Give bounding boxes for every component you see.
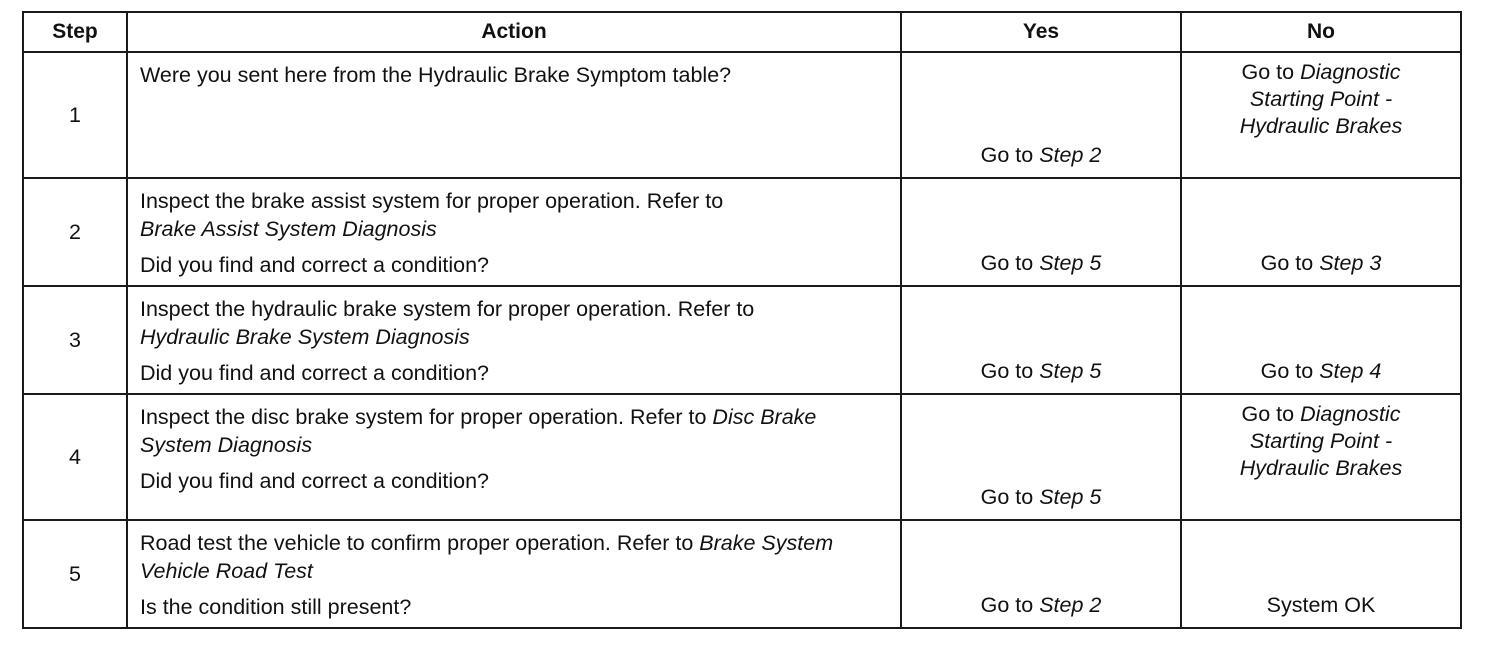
table-row <box>23 394 1461 520</box>
yes-cell <box>901 394 1181 520</box>
yes-step-link[interactable]: Step 2 <box>1039 593 1102 617</box>
no-prefix: Go to <box>1241 60 1301 84</box>
yes-cell <box>901 520 1181 628</box>
header-no: No <box>1181 12 1461 52</box>
action-cell <box>127 52 901 178</box>
step-number: 4 <box>23 394 127 520</box>
no-cell <box>1181 394 1461 520</box>
action-text: Inspect the brake assist system for proper operation. Refer to <box>140 189 724 213</box>
action-question: Did you find and correct a condition? <box>140 361 489 385</box>
action-text: Were you sent here from the Hydraulic Brake Symptom table? <box>140 63 732 87</box>
no-prefix: Go to <box>1241 402 1301 426</box>
no-cell <box>1181 52 1461 178</box>
diagnostic-table <box>22 11 1462 629</box>
step-number: 5 <box>23 520 127 628</box>
action-reference-link[interactable]: Disc Brake System Diagnosis <box>140 405 817 457</box>
yes-step-link[interactable]: Step 5 <box>1039 251 1102 275</box>
no-prefix: Go to <box>1260 251 1320 275</box>
table-header-row <box>23 12 1461 52</box>
yes-step-link[interactable]: Step 5 <box>1039 359 1102 383</box>
action-question: Did you find and correct a condition? <box>140 253 489 277</box>
no-reference-link[interactable]: Diagnostic Starting Point - Hydraulic Brakes <box>1239 60 1403 138</box>
header-yes: Yes <box>901 12 1181 52</box>
yes-cell <box>901 178 1181 286</box>
table-row <box>23 178 1461 286</box>
no-cell <box>1181 286 1461 394</box>
no-result-text: System OK <box>1266 593 1376 617</box>
yes-cell <box>901 52 1181 178</box>
table-row <box>23 286 1461 394</box>
table-row <box>23 52 1461 178</box>
no-cell <box>1181 178 1461 286</box>
yes-prefix: Go to <box>980 359 1040 383</box>
action-reference-link[interactable]: Brake Assist System Diagnosis <box>140 217 437 241</box>
header-step: Step <box>23 12 127 52</box>
yes-cell <box>901 286 1181 394</box>
step-number: 1 <box>23 52 127 178</box>
action-cell <box>127 286 901 394</box>
no-prefix: Go to <box>1260 359 1320 383</box>
action-question: Did you find and correct a condition? <box>140 469 489 493</box>
no-step-link[interactable]: Step 4 <box>1319 359 1382 383</box>
action-cell <box>127 394 901 520</box>
action-reference-link[interactable]: Hydraulic Brake System Diagnosis <box>140 325 470 349</box>
no-reference-link[interactable]: Diagnostic Starting Point - Hydraulic Brakes <box>1239 402 1403 480</box>
action-text: Inspect the disc brake system for proper operation. Refer to <box>140 405 713 429</box>
yes-prefix: Go to <box>980 143 1040 167</box>
table-row <box>23 520 1461 628</box>
yes-step-link[interactable]: Step 5 <box>1039 485 1102 509</box>
no-cell <box>1181 520 1461 628</box>
action-text: Road test the vehicle to confirm proper operation. Refer to <box>140 531 700 555</box>
action-question: Is the condition still present? <box>140 595 412 619</box>
yes-prefix: Go to <box>980 485 1040 509</box>
step-number: 2 <box>23 178 127 286</box>
yes-prefix: Go to <box>980 251 1040 275</box>
no-step-link[interactable]: Step 3 <box>1319 251 1382 275</box>
action-reference-link[interactable]: Brake System Vehicle Road Test <box>140 531 834 583</box>
action-cell <box>127 178 901 286</box>
action-cell <box>127 520 901 628</box>
header-action: Action <box>127 12 901 52</box>
yes-step-link[interactable]: Step 2 <box>1039 143 1102 167</box>
yes-prefix: Go to <box>980 593 1040 617</box>
action-text: Inspect the hydraulic brake system for proper operation. Refer to <box>140 297 755 321</box>
step-number: 3 <box>23 286 127 394</box>
